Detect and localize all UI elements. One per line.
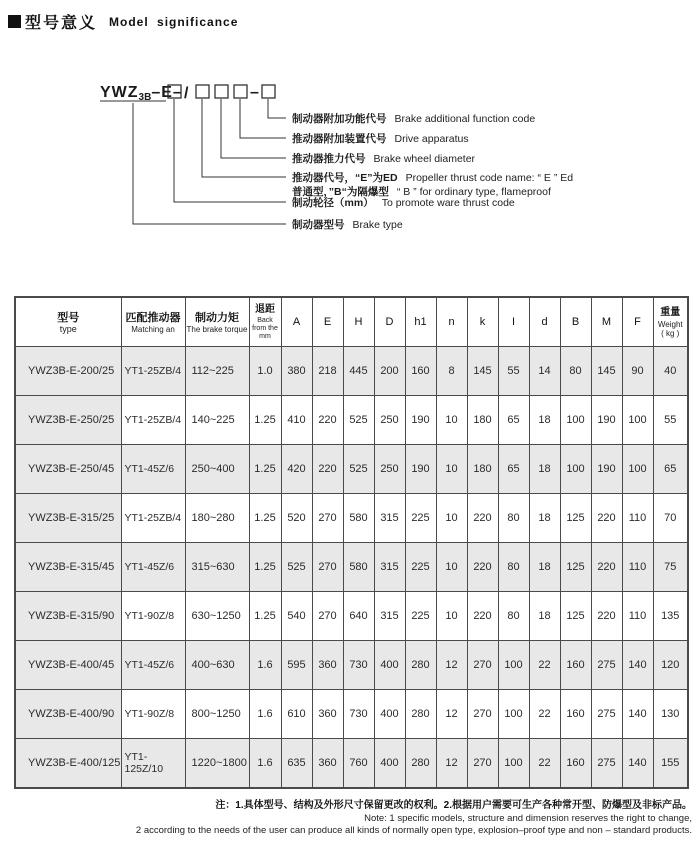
table-cell: 12 [436,641,467,690]
model-code: YWZ3B–E– [100,84,183,103]
table-cell: 190 [405,445,436,494]
table-cell: 400 [374,641,405,690]
table-cell: 100 [560,445,591,494]
table-cell: 315 [374,494,405,543]
table-cell: 40 [653,347,688,396]
table-cell: 10 [436,592,467,641]
table-cell: 360 [312,690,343,739]
section-title [8,10,238,33]
callout-brake-additional-function: 制动器附加功能代号 Brake additional function code [292,113,536,125]
cell-model: YWZ3B-E-315/45 [15,543,121,592]
table-cell: 270 [312,592,343,641]
table-cell: 180 [467,396,498,445]
table-cell: 610 [281,690,312,739]
table-cell: 200 [374,347,405,396]
table-cell: 190 [405,396,436,445]
table-cell: 90 [622,347,653,396]
col-header-d: d [529,297,560,347]
table-cell: 1.6 [249,690,281,739]
cell-model: YWZ3B-E-250/25 [15,396,121,445]
table-cell: 270 [312,494,343,543]
table-cell: 160 [560,641,591,690]
table-cell: 270 [467,690,498,739]
model-code-slash: / [184,85,190,102]
model-significance-diagram [0,52,700,292]
cell-model: YWZ3B-E-315/25 [15,494,121,543]
table-cell: 445 [343,347,374,396]
table-cell: 10 [436,494,467,543]
col-header-torque: 制动力矩 The brake torque [185,297,249,347]
table-cell: 630~1250 [185,592,249,641]
table-cell: 110 [622,543,653,592]
table-cell: 400~630 [185,641,249,690]
table-row [15,445,688,494]
cell-model: YWZ3B-E-315/90 [15,592,121,641]
table-cell: 65 [498,396,529,445]
note-line-en1: Note: 1 specific models, structure and dimension reserves the right to change, [364,813,692,824]
table-row [15,543,688,592]
table-cell: 250 [374,445,405,494]
table-cell: 410 [281,396,312,445]
table-cell: 1.6 [249,739,281,789]
table-row [15,494,688,543]
table-cell: 270 [467,641,498,690]
table-row [15,347,688,396]
table-cell: YT1-25ZB/4 [121,494,185,543]
table-cell: 18 [529,396,560,445]
callout-propeller-thrust-code-line2: 普通型，”B“为隔爆型 “ B ” for ordinary type, flameproof [292,186,551,198]
table-cell: 525 [281,543,312,592]
table-row [15,396,688,445]
cell-model: YWZ3B-E-400/45 [15,641,121,690]
col-header-E: E [312,297,343,347]
model-code-dash: – [250,84,260,101]
table-cell: 160 [405,347,436,396]
table-cell: 280 [405,690,436,739]
table-cell: YT1-45Z/6 [121,641,185,690]
table-cell: 10 [436,445,467,494]
spec-table [14,296,689,789]
col-header-matching: 匹配推动器 Matching an [121,297,185,347]
table-cell: 400 [374,739,405,789]
table-cell: 12 [436,739,467,789]
table-cell: 125 [560,494,591,543]
table-cell: 1.25 [249,396,281,445]
table-row [15,690,688,739]
table-cell: 420 [281,445,312,494]
table-cell: 360 [312,641,343,690]
table-cell: 22 [529,690,560,739]
table-cell: 125 [560,592,591,641]
table-cell: 160 [560,739,591,789]
callout-brake-wheel-radius: 制动轮径（mm） To promote ware thrust code [292,197,515,209]
table-cell: 1.25 [249,592,281,641]
table-cell: 125 [560,543,591,592]
table-cell: 75 [653,543,688,592]
col-header-D: D [374,297,405,347]
table-cell: YT1-25ZB/4 [121,347,185,396]
table-cell: 220 [467,592,498,641]
table-cell: 190 [591,396,622,445]
table-cell: 22 [529,739,560,789]
table-cell: 65 [498,445,529,494]
leader-line [221,99,286,158]
col-header-weight: 重量 Weight ( kg ) [653,297,688,347]
col-header-h1: h1 [405,297,436,347]
leader-line [133,103,286,224]
table-cell: 220 [467,494,498,543]
table-cell: 220 [312,396,343,445]
table-cell: 220 [591,543,622,592]
table-cell: 180~280 [185,494,249,543]
table-cell: 250 [374,396,405,445]
table-cell: 100 [498,641,529,690]
col-header-type: 型号 type [15,297,121,347]
table-cell: 190 [591,445,622,494]
table-cell: 100 [622,396,653,445]
table-cell: 540 [281,592,312,641]
table-cell: 100 [622,445,653,494]
table-cell: 110 [622,494,653,543]
col-header-M: M [591,297,622,347]
table-cell: 160 [560,690,591,739]
table-cell: 14 [529,347,560,396]
table-cell: 580 [343,543,374,592]
cell-model: YWZ3B-E-250/45 [15,445,121,494]
table-cell: 270 [467,739,498,789]
table-cell: 525 [343,396,374,445]
table-cell: 275 [591,641,622,690]
table-cell: 760 [343,739,374,789]
table-cell: 525 [343,445,374,494]
table-cell: 270 [312,543,343,592]
table-cell: 1.0 [249,347,281,396]
table-cell: 315 [374,592,405,641]
table-cell: YT1-25ZB/4 [121,396,185,445]
table-cell: 280 [405,739,436,789]
table-cell: 8 [436,347,467,396]
table-cell: 225 [405,494,436,543]
table-cell: 65 [653,445,688,494]
table-cell: 18 [529,543,560,592]
table-cell: 22 [529,641,560,690]
table-row [15,592,688,641]
table-cell: 220 [312,445,343,494]
table-cell: 315~630 [185,543,249,592]
table-cell: 520 [281,494,312,543]
table-cell: 1.25 [249,543,281,592]
table-cell: 18 [529,445,560,494]
table-header-row [15,297,688,347]
table-cell: 225 [405,592,436,641]
table-cell: 100 [498,739,529,789]
leader-line [174,99,286,202]
note-line-en2: 2 according to the needs of the user can produce all kinds of normally open type, explosion–proof type and non – standard products. [135,825,692,836]
section-square-icon [8,15,21,28]
table-cell: 1.25 [249,494,281,543]
table-cell: 250~400 [185,445,249,494]
table-cell: 140 [622,739,653,789]
table-cell: YT1-125Z/10 [121,739,185,789]
model-code-box [196,85,209,98]
cell-model: YWZ3B-E-200/25 [15,347,121,396]
table-cell: 55 [498,347,529,396]
table-cell: 380 [281,347,312,396]
col-header-back: 退距 Back from the mm [249,297,281,347]
table-cell: 145 [591,347,622,396]
table-cell: 140~225 [185,396,249,445]
table-row [15,739,688,789]
callout-brake-type: 制动器型号 Brake type [292,219,403,231]
col-header-A: A [281,297,312,347]
table-cell: 730 [343,641,374,690]
spec-table-wrapper [14,296,689,789]
col-header-F: F [622,297,653,347]
col-header-I: I [498,297,529,347]
cell-model: YWZ3B-E-400/90 [15,690,121,739]
table-cell: YT1-45Z/6 [121,543,185,592]
table-cell: 400 [374,690,405,739]
table-cell: 1.25 [249,445,281,494]
table-cell: 180 [467,445,498,494]
leader-line [268,99,286,118]
table-cell: 800~1250 [185,690,249,739]
col-header-k: k [467,297,498,347]
table-cell: 155 [653,739,688,789]
table-cell: 1.6 [249,641,281,690]
table-cell: 100 [498,690,529,739]
cell-model: YWZ3B-E-400/125 [15,739,121,789]
callout-propeller-thrust-code-line1: 推动器代号，“E”为ED Propeller thrust code name: “ E ” Ed [292,172,574,184]
table-cell: 220 [467,543,498,592]
table-cell: 315 [374,543,405,592]
model-code-box [262,85,275,98]
table-cell: 12 [436,690,467,739]
spec-table-body [15,347,688,789]
col-header-n: n [436,297,467,347]
table-cell: 120 [653,641,688,690]
table-cell: 135 [653,592,688,641]
table-cell: YT1-45Z/6 [121,445,185,494]
table-cell: 220 [591,592,622,641]
table-row [15,641,688,690]
table-cell: 110 [622,592,653,641]
table-cell: 80 [498,494,529,543]
table-cell: 80 [498,592,529,641]
table-cell: 112~225 [185,347,249,396]
table-cell: 10 [436,543,467,592]
callout-brake-wheel-diameter: 推动器推力代号 Brake wheel diameter [292,153,476,165]
col-header-B: B [560,297,591,347]
table-cell: 580 [343,494,374,543]
table-cell: 595 [281,641,312,690]
table-cell: 730 [343,690,374,739]
table-cell: 280 [405,641,436,690]
section-title-en: Model significance [109,14,239,29]
table-cell: 130 [653,690,688,739]
table-cell: YT1-90Z/8 [121,690,185,739]
model-code-box [234,85,247,98]
table-cell: 80 [560,347,591,396]
note-line-cn: 注：1.具体型号、结构及外形尺寸保留更改的权利。2.根据用户需要可生产各种常开型、防爆型及非标产品。 [215,800,692,811]
table-cell: 225 [405,543,436,592]
table-cell: 360 [312,739,343,789]
table-cell: 140 [622,690,653,739]
table-cell: 220 [591,494,622,543]
col-header-H: H [343,297,374,347]
table-cell: 145 [467,347,498,396]
table-cell: 275 [591,690,622,739]
table-cell: 80 [498,543,529,592]
table-cell: 218 [312,347,343,396]
table-cell: 635 [281,739,312,789]
table-cell: 10 [436,396,467,445]
table-cell: 1220~1800 [185,739,249,789]
section-title-cn: 型号意义 [25,15,98,32]
table-cell: 640 [343,592,374,641]
table-cell: 100 [560,396,591,445]
table-cell: 140 [622,641,653,690]
footer-notes [0,798,692,837]
table-cell: YT1-90Z/8 [121,592,185,641]
model-code-box [215,85,228,98]
table-cell: 18 [529,592,560,641]
table-cell: 55 [653,396,688,445]
table-cell: 18 [529,494,560,543]
table-cell: 275 [591,739,622,789]
callout-drive-apparatus: 推动器附加装置代号 Drive apparatus [292,133,469,145]
table-cell: 70 [653,494,688,543]
